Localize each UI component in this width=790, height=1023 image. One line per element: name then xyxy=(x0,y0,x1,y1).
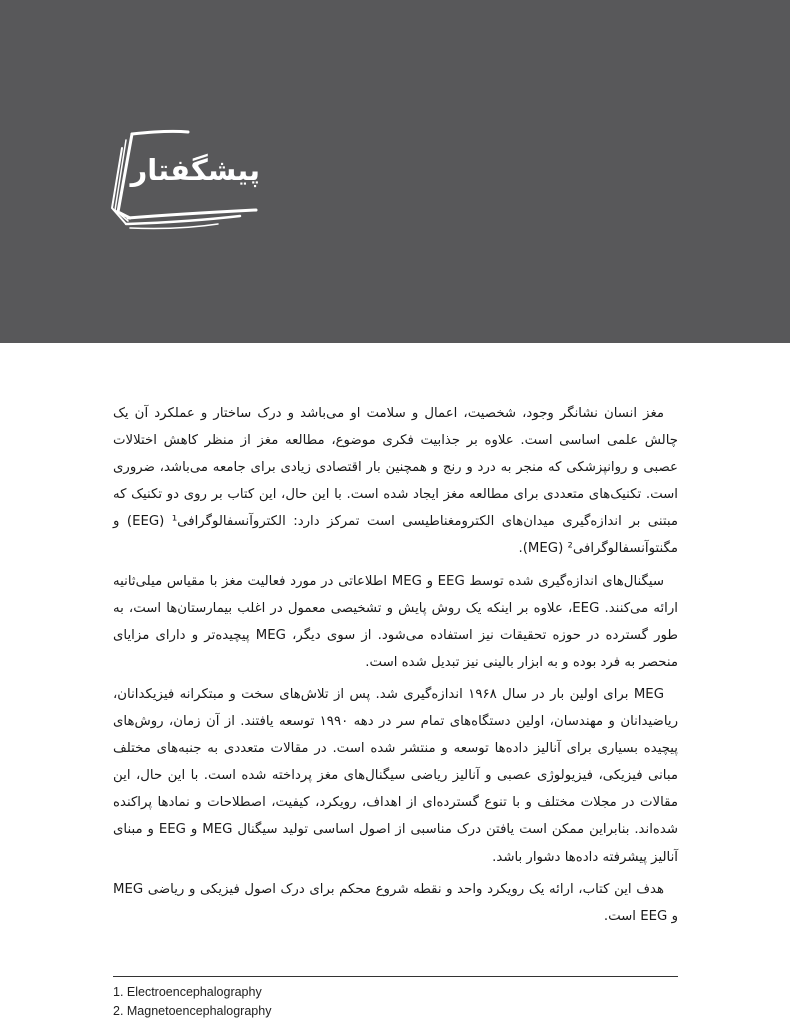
footnote-divider xyxy=(113,976,678,977)
paragraph: سیگنال‌های اندازه‌گیری شده توسط EEG و MEG اطلاعاتی در مورد فعالیت مغز با مقیاس میلی‌ثانیه ارائه می‌کنند. EEG، علاوه بر اینکه یک روش پایش و تشخیصی معمول در اغلب بیمارستان‌ها است، به طور گسترده در حوزه تحقیقات نیز استفاده می‌شود. از سوی دیگر، MEG پیچیده‌تر و دارای مزایای منحصر به فرد بوده و به ابزار بالینی نیز تبدیل شده است. xyxy=(113,573,678,670)
footnote: 1. Electroencephalography xyxy=(113,985,262,999)
header-band xyxy=(0,0,790,343)
footnote: 2. Magnetoencephalography xyxy=(113,1004,272,1018)
paragraph: MEG برای اولین بار در سال ۱۹۶۸ اندازه‌گیری شد. پس از تلاش‌های سخت و مبتکرانه فیزیکدانان، ریاضیدانان و مهندسان، اولین دستگاه‌های تمام سر در دهه ۱۹۹۰ توسعه یافتند. از آن زمان، روش‌های پیچیده بسیاری برای آنالیز داده‌ها توسعه و منتشر شده است. در مقالات متعددی به جنبه‌های مختلف مبانی فیزیکی، فیزیولوژی عصبی و آنالیز ریاضی سیگنال‌های مغز پرداخته شده است. با این حال، این مقالات در مجلات مختلف و با تنوع گسترده‌ای از اهداف، رویکرد، کیفیت، اصطلاحات و نمادها پراکنده شده‌اند. بنابراین ممکن است یافتن درک مناسبی از اصول اساسی تولید سیگنال MEG و EEG و مبنای آنالیز پیشرفته داده‌ها دشوار باشد. xyxy=(113,686,679,865)
page-title: پیشگفتار xyxy=(130,153,260,187)
paragraph: مغز انسان نشانگر وجود، شخصیت، اعمال و سلامت او می‌باشد و درک ساختار و عملکرد آن یک چالش علمی اساسی است. علاوه بر جذابیت فکری موضوع، مطالعه مغز از منظر کاهش اختلالات عصبی و روانپزشکی که منجر به درد و رنج و همچنین بار اقتصادی زیادی برای جامعه می‌باشد، ضروری است. تکنیک‌های متعددی برای مطالعه مغز ایجاد شده است. با این حال، این کتاب بر روی دو تکنیک که مبتنی بر اندازه‌گیری میدان‌های الکترومغناطیسی است تمرکز دارد: الکتروآنسفالوگرافی¹ (EEG) و مگنتوآنسفالوگرافی² (MEG). xyxy=(113,406,678,557)
footnotes xyxy=(113,983,678,1021)
paragraph: هدف این کتاب، ارائه یک رویکرد واحد و نقطه شروع محکم برای درک اصول فیزیکی و ریاضی MEG و EEG است. xyxy=(113,881,678,924)
body-text xyxy=(113,400,678,935)
